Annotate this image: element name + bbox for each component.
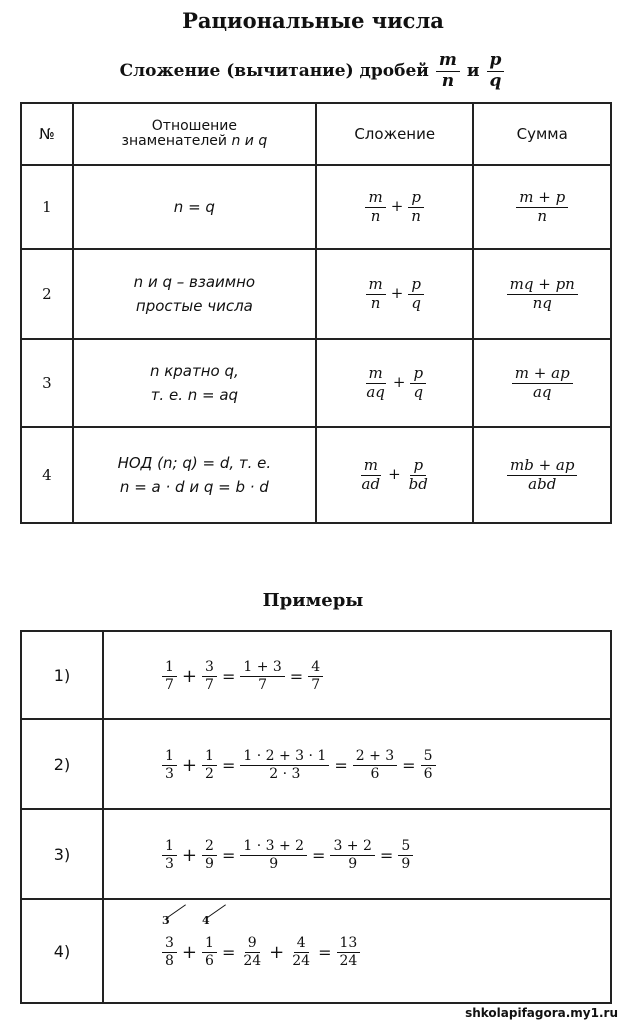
term-fraction: $\frac{1}{7}$ xyxy=(162,660,177,692)
row-condition: n и q – взаимно простые числа xyxy=(73,249,316,339)
result-fraction: $\frac{13}{24}$ xyxy=(337,936,361,968)
subtitle-fraction-p-q: $\frac{p}{q}$ xyxy=(487,52,505,91)
term-fraction: $\frac{1}{2}$ xyxy=(202,749,217,781)
example-expression xyxy=(103,809,611,899)
row-addition xyxy=(316,427,474,523)
example-number: 3) xyxy=(21,809,103,899)
equals-sign: = xyxy=(312,846,326,865)
example-row xyxy=(21,631,611,719)
equals-sign: = xyxy=(334,756,348,775)
example-row xyxy=(21,809,611,899)
example-number: 1) xyxy=(21,631,103,719)
multiplier-mark: 3 xyxy=(162,914,170,928)
term-fraction: $\frac{3}{7}$ xyxy=(202,660,217,692)
step-fraction: $\frac{1 \cdot 3 + 2}{9}$ xyxy=(240,839,307,871)
watermark: shkolapifagora.my1.ru xyxy=(465,1006,618,1020)
row-addition xyxy=(316,165,474,249)
row-addition xyxy=(316,339,474,427)
plus-sign: + xyxy=(390,284,404,302)
plus-sign: + xyxy=(181,942,198,963)
row-condition: НОД (n; q) = d, т. е. n = a · d и q = b · d xyxy=(73,427,316,523)
addend-a: $\frac{m}{n}$ xyxy=(365,190,385,225)
row-condition: n = q xyxy=(73,165,316,249)
step-fraction: $\frac{4}{7}$ xyxy=(308,660,323,692)
step-fraction: $\frac{1 \cdot 2 + 3 \cdot 1}{2 \cdot 3}$ xyxy=(240,749,329,781)
step-fraction: $\frac{4}{24}$ xyxy=(292,935,311,969)
multiplier-mark: 4 xyxy=(202,914,210,928)
sum-fraction: $\frac{m + ap}{aq}$ xyxy=(512,366,573,401)
equals-sign: = xyxy=(221,943,236,962)
header-addition: Сложение xyxy=(316,103,474,165)
addend-a: $\frac{m}{ad}$ xyxy=(361,455,381,493)
plus-sign: + xyxy=(181,666,198,687)
header-sum: Сумма xyxy=(473,103,611,165)
row-number: 1 xyxy=(21,165,73,249)
table-row xyxy=(21,165,611,249)
term-fraction: $\frac{1}{3}$ xyxy=(162,749,177,781)
page-subtitle xyxy=(0,46,626,96)
plus-sign: + xyxy=(392,373,406,391)
table-header-row xyxy=(21,103,611,165)
plus-sign: + xyxy=(390,197,404,215)
slash-mark xyxy=(206,905,226,920)
fraction-addition-table xyxy=(20,102,612,524)
sum-fraction: $\frac{mq + pn}{nq}$ xyxy=(507,277,578,312)
sum-fraction: $\frac{m + p}{n}$ xyxy=(516,190,568,225)
result-fraction: $\frac{5}{9}$ xyxy=(398,839,413,871)
table-row xyxy=(21,249,611,339)
step-fraction: $\frac{1 + 3}{7}$ xyxy=(240,660,284,692)
equals-sign: = xyxy=(221,846,236,865)
addend-b: $\frac{p}{q}$ xyxy=(410,366,426,401)
example-expression xyxy=(103,719,611,809)
table-row xyxy=(21,427,611,523)
row-sum xyxy=(473,427,611,523)
row-sum xyxy=(473,249,611,339)
row-condition: n кратно q, т. е. n = aq xyxy=(73,339,316,427)
step-fraction: $\frac{3 + 2}{9}$ xyxy=(330,839,374,871)
equals-sign: = xyxy=(221,667,236,686)
page-title: Рациональные числа xyxy=(182,8,444,33)
equals-sign: = xyxy=(221,756,236,775)
example-row xyxy=(21,719,611,809)
example-expression xyxy=(103,631,611,719)
term-fraction: $\frac{1}{3}$ xyxy=(162,839,177,871)
equals-sign: = xyxy=(379,846,394,865)
equals-sign: = xyxy=(318,943,332,962)
header-relation: Отношение знаменателей n и q xyxy=(73,103,316,165)
table-row xyxy=(21,339,611,427)
row-sum xyxy=(473,339,611,427)
plus-sign: + xyxy=(181,845,198,866)
result-fraction: $\frac{5}{6}$ xyxy=(421,749,436,781)
row-addition xyxy=(316,249,474,339)
cancelled-fraction-1 xyxy=(160,914,179,969)
plus-sign: + xyxy=(181,755,198,776)
row-sum xyxy=(473,165,611,249)
examples-table xyxy=(20,630,612,1004)
addend-b: $\frac{p}{bd}$ xyxy=(408,455,428,493)
sum-fraction: $\frac{mb + ap}{\text{abd}}$ xyxy=(507,458,577,493)
example-number: 2) xyxy=(21,719,103,809)
example-expression xyxy=(103,899,611,1003)
row-number: 4 xyxy=(21,427,73,523)
addend-a: $\frac{m}{n}$ xyxy=(366,277,386,312)
example-number: 4) xyxy=(21,899,103,1003)
term-fraction: $\frac{2}{9}$ xyxy=(202,839,217,871)
addend-a: $\frac{m}{aq}$ xyxy=(366,363,385,401)
example-row xyxy=(21,899,611,1003)
subtitle-text: Сложение (вычитание) дробей xyxy=(119,61,429,81)
plus-sign: + xyxy=(269,942,285,963)
addend-b: $\frac{p}{n}$ xyxy=(408,190,424,225)
cancelled-fraction-2 xyxy=(200,914,219,969)
equals-sign: = xyxy=(289,667,304,686)
subtitle-fraction-m-n: $\frac{m}{n}$ xyxy=(436,52,460,91)
row-number: 2 xyxy=(21,249,73,339)
equals-sign: = xyxy=(402,756,416,775)
subtitle-conjunction: и xyxy=(466,61,480,81)
slash-mark xyxy=(166,905,186,920)
term-fraction: $\frac{3}{8}$ xyxy=(162,936,177,968)
examples-title: Примеры xyxy=(262,590,364,611)
term-fraction: $\frac{1}{6}$ xyxy=(202,936,217,968)
addend-b: $\frac{p}{q}$ xyxy=(408,277,424,312)
row-number: 3 xyxy=(21,339,73,427)
header-number: № xyxy=(21,103,73,165)
plus-sign: + xyxy=(388,465,401,483)
step-fraction: $\frac{9}{24}$ xyxy=(243,935,262,969)
step-fraction: $\frac{2 + 3}{6}$ xyxy=(353,749,397,781)
